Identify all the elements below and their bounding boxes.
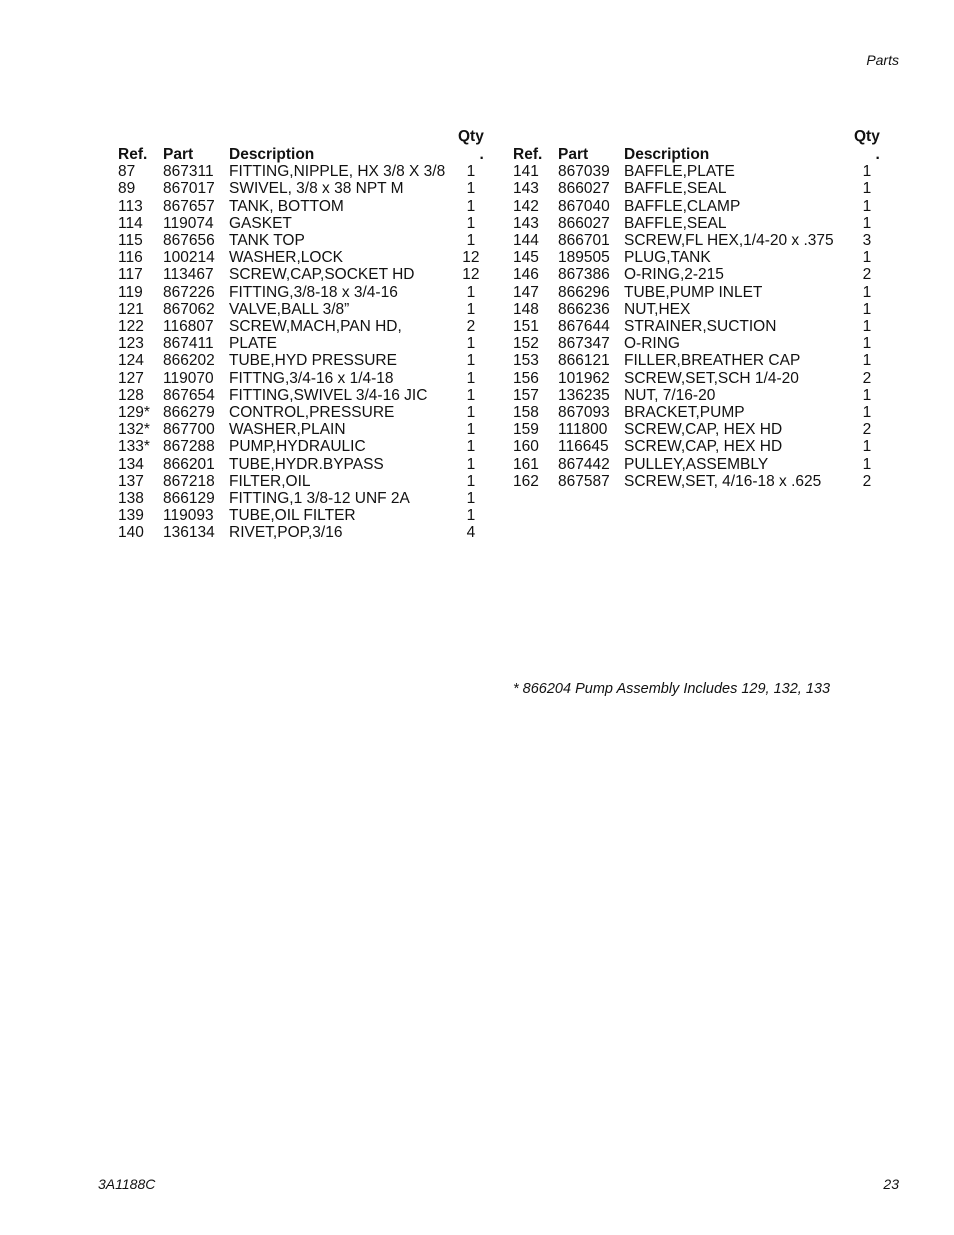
description-cell: TUBE,PUMP INLET	[624, 283, 763, 301]
description-cell: BRACKET,PUMP	[624, 404, 745, 422]
part-number-cell: 867442	[558, 455, 610, 473]
description-cell: PLATE	[229, 335, 277, 353]
qty-cell: 1	[466, 490, 476, 508]
part-number-cell: 867093	[558, 404, 610, 422]
description-cell: FITTNG,3/4-16 x 1/4-18	[229, 369, 394, 387]
parts-table-right	[513, 128, 880, 490]
ref-header: Ref.	[118, 146, 148, 163]
qty-header-bottom: .	[479, 146, 484, 163]
description-cell: BAFFLE,SEAL	[624, 214, 727, 232]
parts-table-left-body	[118, 163, 484, 541]
table-row	[513, 318, 880, 335]
qty-cell: 1	[466, 404, 476, 422]
part-header: Part	[558, 146, 589, 163]
ref-cell: 122	[118, 318, 144, 336]
description-cell: SCREW,CAP,SOCKET HD	[229, 266, 415, 284]
part-number-cell: 867644	[558, 318, 610, 336]
ref-cell: 160	[513, 438, 539, 456]
description-cell: BAFFLE,PLATE	[624, 163, 735, 181]
qty-cell: 1	[862, 335, 872, 353]
footnote: * 866204 Pump Assembly Includes 129, 132, 133	[513, 681, 831, 697]
description-cell: GASKET	[229, 214, 292, 232]
qty-cell: 1	[862, 318, 872, 336]
description-cell: NUT,HEX	[624, 300, 691, 318]
part-number-cell: 867288	[163, 438, 215, 456]
part-number-cell: 136134	[163, 524, 215, 542]
qty-cell: 1	[466, 369, 476, 387]
table-row	[118, 301, 484, 318]
qty-cell: 12	[462, 249, 480, 267]
qty-cell: 1	[466, 421, 476, 439]
part-number-cell: 866296	[558, 283, 610, 301]
qty-cell: 3	[862, 232, 872, 250]
qty-cell: 1	[466, 232, 476, 250]
table-row	[118, 490, 484, 507]
part-number-cell: 119093	[163, 507, 214, 525]
part-number-cell: 119070	[163, 369, 214, 387]
ref-cell: 116	[118, 249, 143, 267]
part-number-cell: 867657	[163, 197, 215, 215]
description-cell: O-RING,2-215	[624, 266, 724, 284]
ref-header: Ref.	[513, 146, 543, 163]
ref-cell: 121	[118, 300, 144, 318]
table-row	[118, 370, 484, 387]
description-cell: SCREW,SET,SCH 1/4-20	[624, 369, 799, 387]
ref-cell: 133*	[118, 438, 150, 456]
description-cell: BAFFLE,CLAMP	[624, 197, 741, 215]
qty-cell: 1	[466, 283, 476, 301]
table-row	[513, 456, 880, 473]
part-number-cell: 867347	[558, 335, 610, 353]
description-cell: O-RING	[624, 335, 680, 353]
description-cell: FILLER,BREATHER CAP	[624, 352, 801, 370]
table-row	[118, 473, 484, 490]
ref-cell: 162	[513, 472, 539, 490]
table-row	[118, 284, 484, 301]
part-number-cell: 867700	[163, 421, 215, 439]
part-number-cell: 866027	[558, 180, 610, 198]
qty-cell: 1	[862, 214, 872, 232]
qty-cell: 1	[862, 180, 872, 198]
description-header: Description	[624, 146, 710, 163]
qty-cell: 1	[466, 180, 476, 198]
qty-cell: 1	[466, 197, 476, 215]
description-cell: TUBE,HYD PRESSURE	[229, 352, 397, 370]
ref-cell: 144	[513, 232, 539, 250]
table-row	[118, 524, 484, 541]
description-cell: FITTING,1 3/8-12 UNF 2A	[229, 490, 410, 508]
description-cell: FITTING,3/8-18 x 3/4-16	[229, 283, 398, 301]
ref-cell: 128	[118, 386, 144, 404]
qty-cell: 1	[466, 455, 476, 473]
part-number-cell: 136235	[558, 386, 610, 404]
qty-cell: 1	[862, 386, 872, 404]
qty-cell: 1	[862, 163, 872, 181]
ref-cell: 147	[513, 283, 539, 301]
qty-cell: 1	[862, 300, 872, 318]
part-number-cell: 867587	[558, 472, 610, 490]
qty-cell: 1	[862, 438, 872, 456]
ref-cell: 152	[513, 335, 539, 353]
table-row	[513, 266, 880, 283]
table-row	[118, 266, 484, 283]
table-row	[513, 404, 880, 421]
qty-cell: 1	[466, 163, 476, 181]
table-row	[513, 387, 880, 404]
table-row	[118, 335, 484, 352]
qty-cell: 1	[466, 438, 476, 456]
part-number-cell: 867386	[558, 266, 610, 284]
qty-cell: 2	[862, 421, 872, 439]
ref-cell: 127	[118, 369, 144, 387]
table-row	[118, 421, 484, 438]
table-row	[118, 163, 484, 180]
document-number: 3A1188C	[98, 1176, 156, 1192]
table-row	[513, 370, 880, 387]
part-number-cell: 866202	[163, 352, 215, 370]
part-number-cell: 866279	[163, 404, 215, 422]
ref-cell: 158	[513, 404, 539, 422]
table-row	[118, 507, 484, 524]
table-row	[513, 301, 880, 318]
part-number-cell: 867311	[163, 163, 214, 181]
part-number-cell: 866129	[163, 490, 215, 508]
description-cell: SCREW,CAP, HEX HD	[624, 438, 783, 456]
ref-cell: 137	[118, 472, 144, 490]
ref-cell: 132*	[118, 421, 150, 439]
qty-cell: 1	[466, 214, 476, 232]
qty-header-top: Qty	[854, 128, 880, 146]
part-number-cell: 113467	[163, 266, 214, 284]
ref-cell: 159	[513, 421, 539, 439]
description-cell: FILTER,OIL	[229, 472, 311, 490]
ref-cell: 115	[118, 232, 143, 250]
table-row	[513, 249, 880, 266]
ref-cell: 87	[118, 163, 136, 181]
part-number-cell: 867654	[163, 386, 215, 404]
table-row	[118, 198, 484, 215]
ref-cell: 143	[513, 180, 539, 198]
ref-cell: 139	[118, 507, 144, 525]
qty-cell: 1	[862, 283, 872, 301]
part-number-cell: 867411	[163, 335, 214, 353]
description-cell: SCREW,FL HEX,1/4-20 x .375	[624, 232, 834, 250]
ref-cell: 143	[513, 214, 539, 232]
qty-cell: 12	[462, 266, 480, 284]
table-row	[118, 404, 484, 421]
ref-cell: 156	[513, 369, 539, 387]
table-row	[513, 180, 880, 197]
ref-cell: 151	[513, 318, 539, 336]
qty-cell: 2	[862, 266, 872, 284]
description-header: Description	[229, 146, 315, 163]
table-row	[118, 438, 484, 455]
table-row	[513, 335, 880, 352]
qty-cell: 1	[862, 404, 872, 422]
qty-cell: 1	[862, 249, 872, 267]
ref-cell: 161	[513, 455, 539, 473]
ref-cell: 142	[513, 197, 539, 215]
description-cell: NUT, 7/16-20	[624, 386, 716, 404]
description-cell: TUBE,OIL FILTER	[229, 507, 356, 525]
qty-cell: 1	[862, 197, 872, 215]
qty-cell: 1	[466, 507, 476, 525]
part-number-cell: 866236	[558, 300, 610, 318]
part-header: Part	[163, 146, 194, 163]
table-row	[118, 180, 484, 197]
part-number-cell: 866027	[558, 214, 610, 232]
qty-cell: 1	[466, 472, 476, 490]
ref-cell: 138	[118, 490, 144, 508]
table-row	[513, 352, 880, 369]
description-cell: TUBE,HYDR.BYPASS	[229, 455, 384, 473]
qty-cell: 1	[862, 352, 872, 370]
description-cell: TANK TOP	[229, 232, 305, 250]
part-number-cell: 867218	[163, 472, 215, 490]
section-title: Parts	[866, 52, 899, 68]
description-cell: SCREW,SET, 4/16-18 x .625	[624, 472, 822, 490]
description-cell: PULLEY,ASSEMBLY	[624, 455, 769, 473]
parts-table-right-body	[513, 163, 880, 490]
table-row	[118, 318, 484, 335]
qty-cell: 1	[862, 455, 872, 473]
part-number-cell: 867017	[163, 180, 215, 198]
ref-cell: 157	[513, 386, 539, 404]
qty-cell: 2	[862, 369, 872, 387]
description-cell: WASHER,LOCK	[229, 249, 343, 267]
description-cell: SWIVEL, 3/8 x 38 NPT M	[229, 180, 404, 198]
table-row	[513, 421, 880, 438]
part-number-cell: 119074	[163, 214, 214, 232]
description-cell: RIVET,POP,3/16	[229, 524, 343, 542]
table-row	[513, 438, 880, 455]
parts-table-left	[118, 128, 484, 542]
ref-cell: 117	[118, 266, 143, 284]
table-row	[118, 456, 484, 473]
description-cell: VALVE,BALL 3/8”	[229, 300, 350, 318]
description-cell: BAFFLE,SEAL	[624, 180, 727, 198]
table-row	[513, 473, 880, 490]
ref-cell: 134	[118, 455, 144, 473]
ref-cell: 119	[118, 283, 143, 301]
ref-cell: 89	[118, 180, 136, 198]
part-number-cell: 111800	[558, 421, 608, 439]
ref-cell: 148	[513, 300, 539, 318]
ref-cell: 113	[118, 197, 143, 215]
qty-cell: 4	[466, 524, 476, 542]
description-cell: CONTROL,PRESSURE	[229, 404, 395, 422]
qty-cell: 1	[466, 300, 476, 318]
description-cell: PUMP,HYDRAULIC	[229, 438, 366, 456]
table-row	[513, 284, 880, 301]
table-row	[513, 215, 880, 232]
part-number-cell: 867039	[558, 163, 610, 181]
description-cell: SCREW,MACH,PAN HD,	[229, 318, 402, 336]
part-number-cell: 867656	[163, 232, 215, 250]
qty-header-top: Qty	[458, 128, 484, 146]
qty-cell: 2	[466, 318, 476, 336]
table-row	[118, 387, 484, 404]
qty-cell: 1	[466, 335, 476, 353]
ref-cell: 153	[513, 352, 539, 370]
description-cell: PLUG,TANK	[624, 249, 711, 267]
qty-cell: 1	[466, 352, 476, 370]
description-cell: TANK, BOTTOM	[229, 197, 344, 215]
table-row	[513, 163, 880, 180]
description-cell: WASHER,PLAIN	[229, 421, 346, 439]
page-number: 23	[883, 1176, 899, 1192]
part-number-cell: 866201	[163, 455, 215, 473]
part-number-cell: 100214	[163, 249, 215, 267]
part-number-cell: 101962	[558, 369, 610, 387]
description-cell: FITTING,NIPPLE, HX 3/8 X 3/8	[229, 163, 446, 181]
part-number-cell: 867040	[558, 197, 610, 215]
part-number-cell: 866121	[558, 352, 610, 370]
qty-header-bottom: .	[875, 146, 880, 163]
part-number-cell: 867062	[163, 300, 215, 318]
ref-cell: 140	[118, 524, 144, 542]
ref-cell: 146	[513, 266, 539, 284]
table-row	[118, 232, 484, 249]
ref-cell: 123	[118, 335, 144, 353]
ref-cell: 129*	[118, 404, 150, 422]
table-row	[118, 215, 484, 232]
part-number-cell: 866701	[558, 232, 610, 250]
qty-cell: 2	[862, 472, 872, 490]
table-row	[513, 198, 880, 215]
description-cell: STRAINER,SUCTION	[624, 318, 777, 336]
ref-cell: 124	[118, 352, 144, 370]
ref-cell: 141	[513, 163, 539, 181]
ref-cell: 114	[118, 214, 143, 232]
ref-cell: 145	[513, 249, 539, 267]
part-number-cell: 867226	[163, 283, 215, 301]
part-number-cell: 116807	[163, 318, 214, 336]
description-cell: FITTING,SWIVEL 3/4-16 JIC	[229, 386, 428, 404]
part-number-cell: 189505	[558, 249, 610, 267]
table-row	[513, 232, 880, 249]
qty-cell: 1	[466, 386, 476, 404]
table-row	[118, 352, 484, 369]
part-number-cell: 116645	[558, 438, 609, 456]
table-row	[118, 249, 484, 266]
description-cell: SCREW,CAP, HEX HD	[624, 421, 783, 439]
